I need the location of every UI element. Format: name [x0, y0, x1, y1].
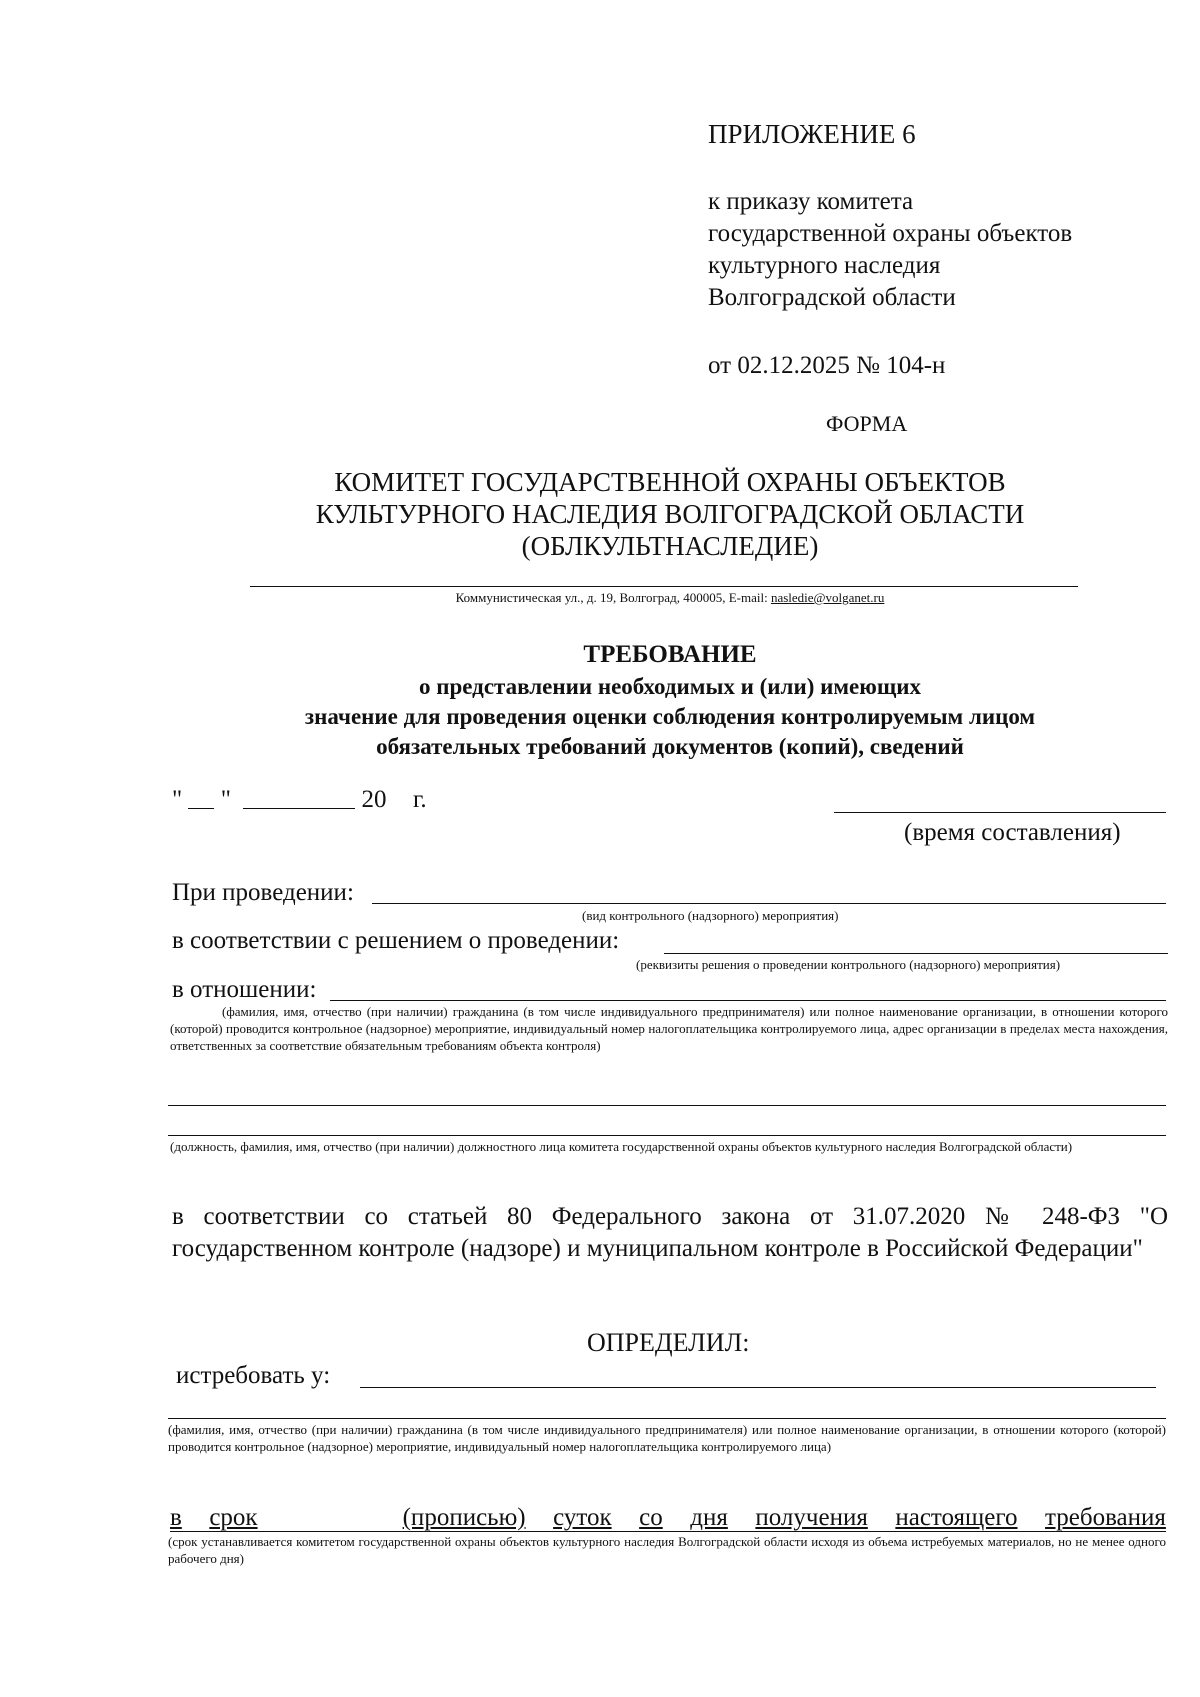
organization-line: КУЛЬТУРНОГО НАСЛЕДИЯ ВОЛГОГРАДСКОЙ ОБЛАСТИ	[315, 499, 1025, 529]
decided-heading: ОПРЕДЕЛИЛ:	[587, 1328, 750, 1357]
deadline-word: требования	[1045, 1504, 1166, 1531]
year-suffix: г.	[412, 786, 427, 813]
appendix-line: государственной охраны объектов	[708, 220, 1073, 247]
deadline-word: срок	[209, 1504, 258, 1531]
appendix-line: Волгоградской области	[708, 284, 956, 311]
month-blank[interactable]	[243, 786, 355, 809]
deadline-word: со	[639, 1504, 663, 1531]
organization-header	[200, 466, 1140, 562]
date-line	[172, 784, 592, 816]
official-blank[interactable]	[168, 1135, 1166, 1136]
official-caption: (должность, фамилия, имя, отчество (при наличии) должностного лица комитета государственной охраны объектов культурного наследия Волгоградской области)	[170, 1139, 1073, 1154]
deadline-underline	[170, 1531, 1166, 1532]
time-caption: (время составления)	[904, 819, 1121, 846]
decision-label: в соответствии с решением о проведении:	[172, 927, 620, 954]
conducting-blank[interactable]	[372, 903, 1166, 904]
quote-close: "	[220, 786, 231, 813]
demand-blank-extra[interactable]	[168, 1418, 1166, 1419]
regarding-label: в отношении:	[172, 976, 317, 1003]
conducting-label: При проведении:	[172, 879, 354, 906]
email-link[interactable]: nasledie@volganet.ru	[770, 590, 885, 605]
demand-blank[interactable]	[360, 1387, 1156, 1388]
regarding-caption-text: (фамилия, имя, отчество (при наличии) гражданина (в том числе индивидуального предпринимателя) или полное наименование организации, в отношении которого (которой) проводится контрольное (надзорное) мероприятие, индивидуальный номер налогоплательщика контролируемого лица, адрес организации в пределах места нахождения, ответственных за соответствие обязательным требованиям объекта контроля)	[170, 1004, 1168, 1053]
demand-caption: (фамилия, имя, отчество (при наличии) гражданина (в том числе индивидуального предпринимателя) или полное наименование организации, в отношении которого (которой) проводится контрольное (надзорное) мероприятие, индивидуальный номер налогоплательщика контролируемого лица)	[168, 1422, 1166, 1454]
order-reference: от 02.12.2025 № 104-н	[708, 352, 946, 379]
deadline-days-blank[interactable]	[285, 1502, 375, 1534]
deadline-word: (прописью)	[402, 1504, 526, 1531]
appendix-title: ПРИЛОЖЕНИЕ 6	[708, 119, 916, 149]
deadline-word: в	[170, 1504, 182, 1531]
legal-basis: в соответствии со статьей 80 Федерального закона от 31.07.2020 № 248-ФЗ "О государственном контроле (надзоре) и муниципальном контроле в Российской Федерации"	[172, 1203, 1168, 1262]
decision-caption: (реквизиты решения о проведении контрольного (надзорного) мероприятия)	[636, 957, 1061, 972]
regarding-blank-extra[interactable]	[168, 1105, 1166, 1106]
title-line: значение для проведения оценки соблюдения контролируемым лицом	[304, 704, 1036, 729]
appendix-text	[708, 186, 1072, 314]
decision-blank[interactable]	[664, 953, 1168, 954]
title-line: обязательных требований документов (копий), сведений	[376, 734, 964, 759]
header-divider	[250, 586, 1078, 587]
deadline-caption: (срок устанавливается комитетом государственной охраны объектов культурного наследия Волгоградской области исходя из объема истребуемых материалов, но не менее одного рабочего дня)	[168, 1534, 1166, 1566]
address-text: Коммунистическая ул., д. 19, Волгоград, 400005, E-mail:	[455, 590, 771, 605]
regarding-blank[interactable]	[330, 1000, 1166, 1001]
appendix-line: к приказу комитета	[708, 188, 914, 215]
title-heading: ТРЕБОВАНИЕ	[583, 641, 757, 668]
deadline-word: получения	[755, 1504, 868, 1531]
year-prefix: 20	[361, 786, 387, 813]
deadline-line	[170, 1502, 1166, 1534]
day-blank[interactable]	[188, 786, 214, 809]
deadline-word: настоящего	[895, 1504, 1018, 1531]
appendix-line: культурного наследия	[708, 252, 941, 279]
demand-label: истребовать у:	[176, 1362, 331, 1389]
form-label: ФОРМА	[826, 411, 908, 436]
deadline-word: дня	[690, 1504, 728, 1531]
title-line: о представлении необходимых и (или) имеющих	[418, 674, 921, 699]
organization-line: (ОБЛКУЛЬТНАСЛЕДИЕ)	[521, 531, 819, 561]
quote-open: "	[172, 786, 183, 813]
document-title	[170, 640, 1170, 762]
deadline-word: суток	[553, 1504, 612, 1531]
organization-line: КОМИТЕТ ГОСУДАРСТВЕННОЙ ОХРАНЫ ОБЪЕКТОВ	[334, 467, 1006, 497]
time-blank[interactable]	[834, 812, 1166, 813]
conducting-caption: (вид контрольного (надзорного) мероприятия)	[582, 908, 839, 923]
organization-address	[200, 589, 1140, 606]
regarding-caption	[170, 1003, 1168, 1054]
